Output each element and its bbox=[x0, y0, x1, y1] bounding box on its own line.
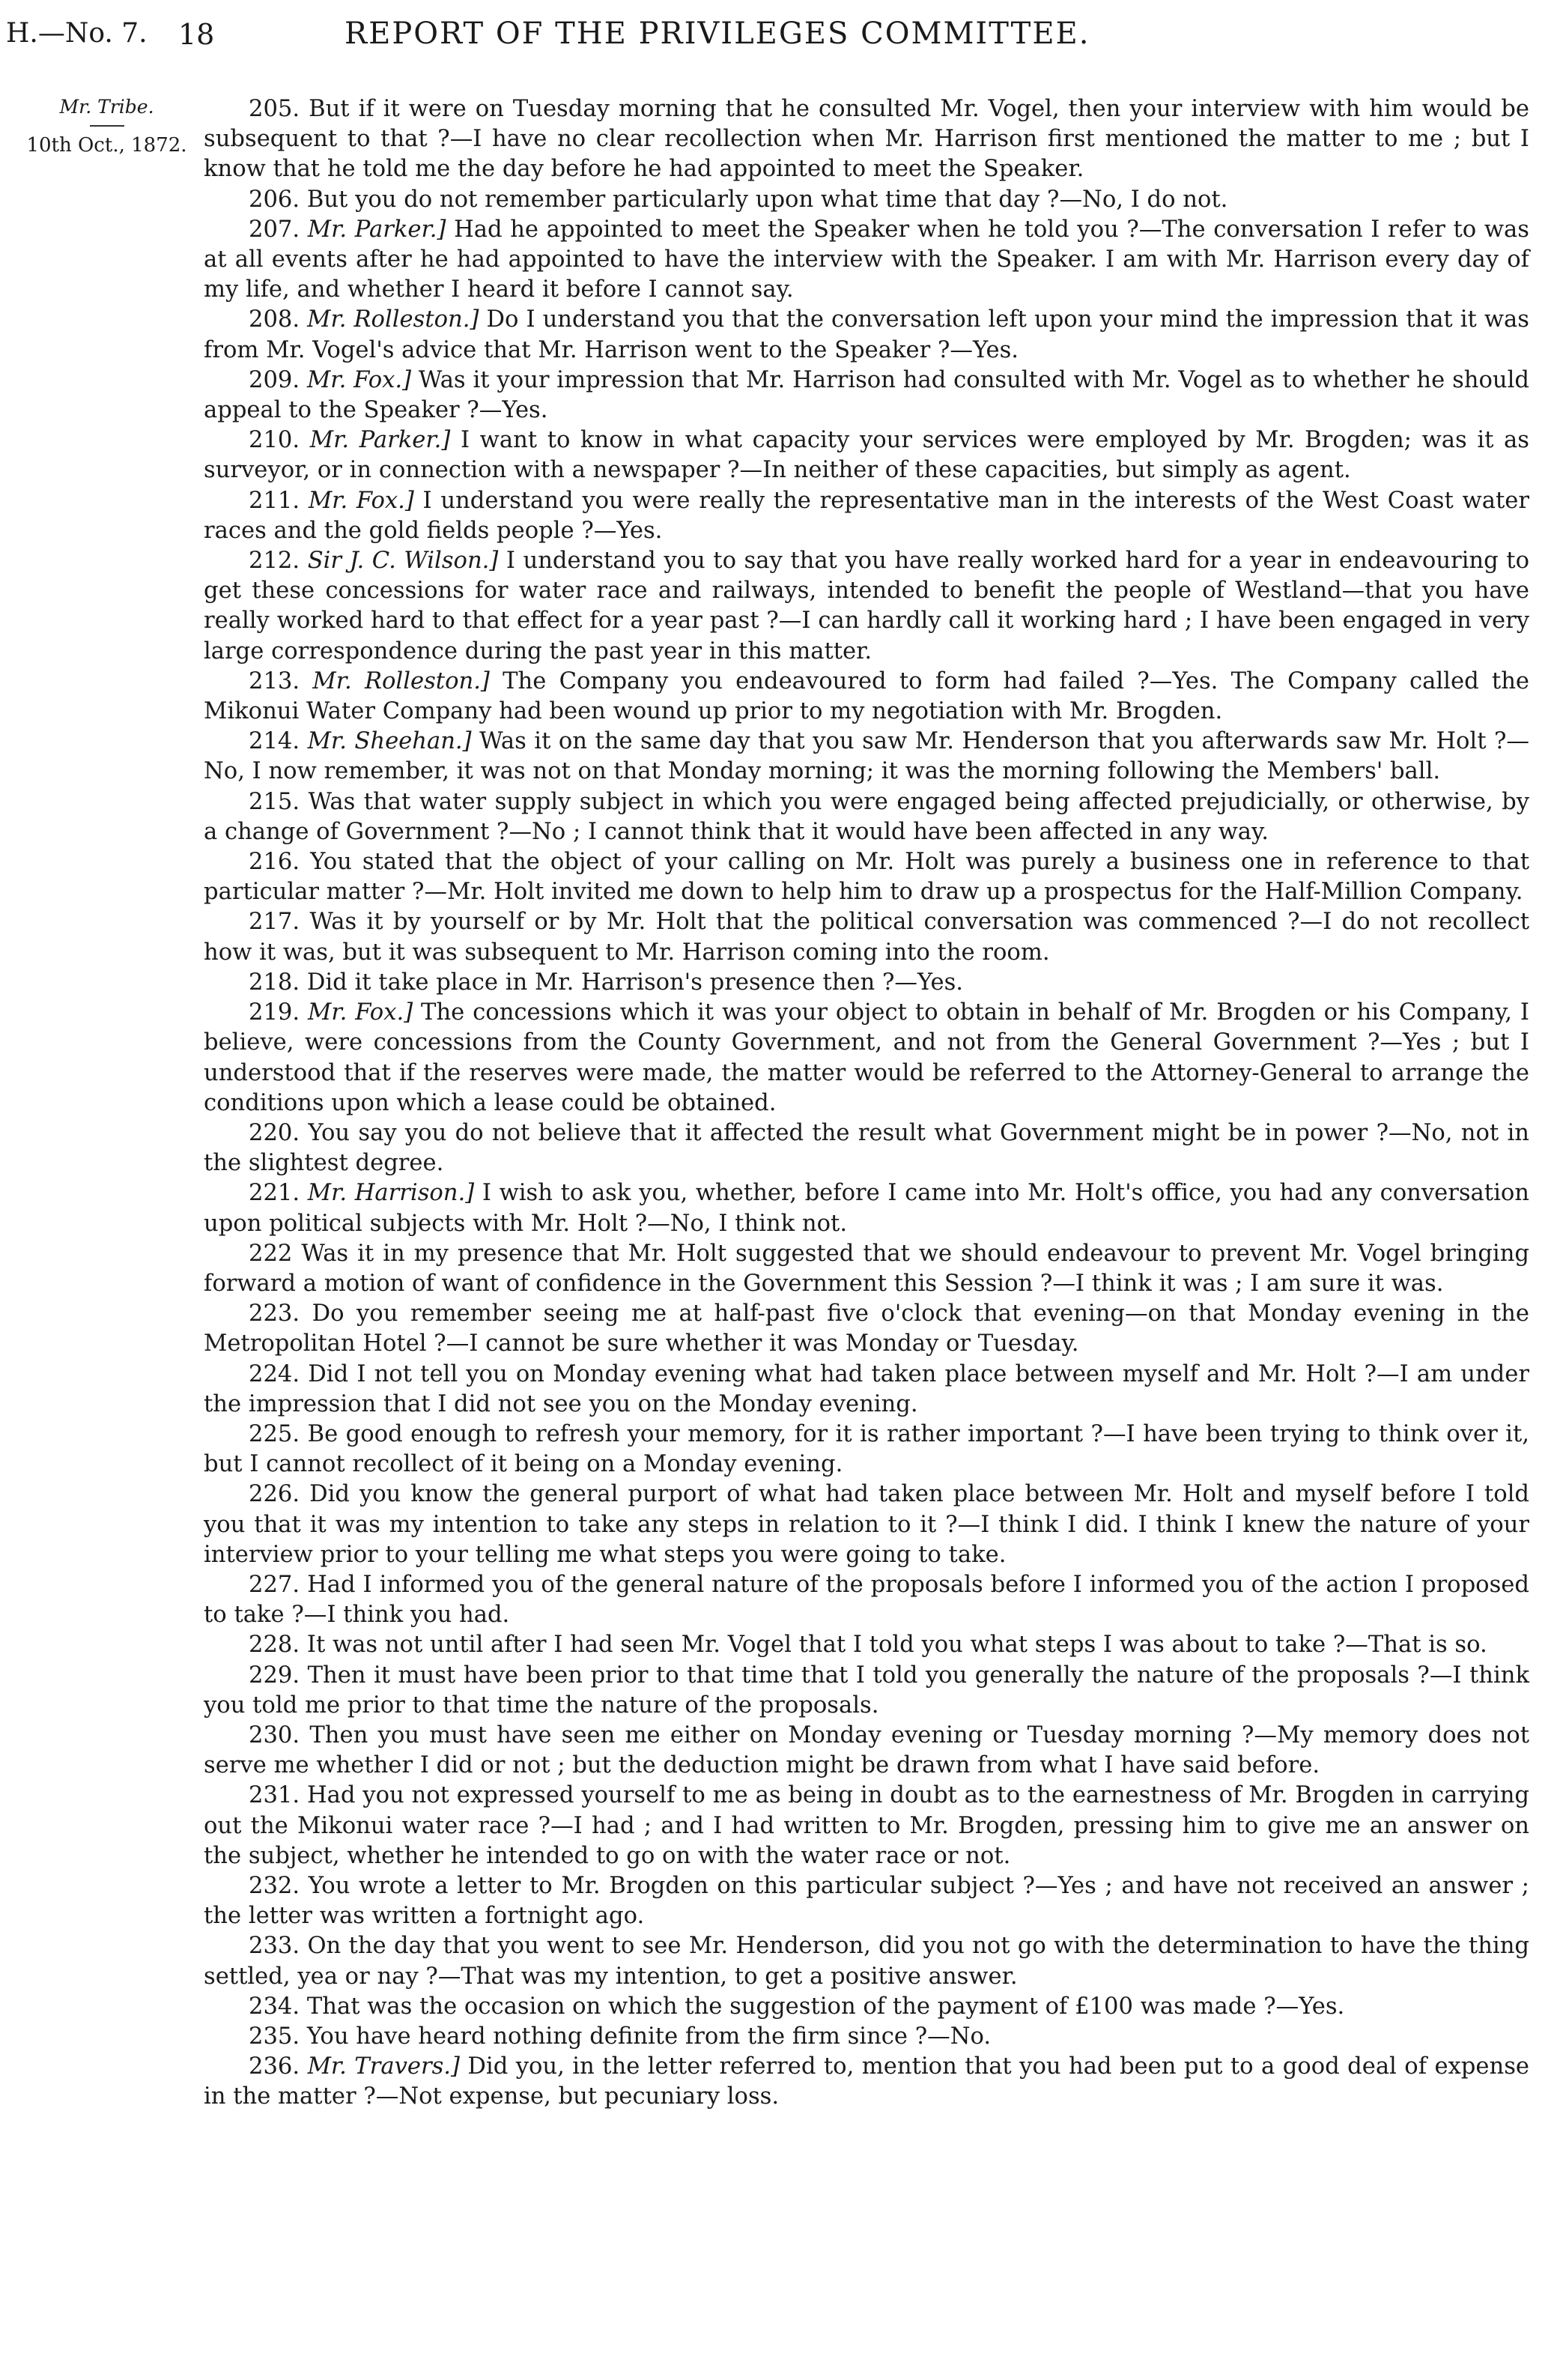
question-answer-text: The concessions which it was your object to obtain in behalf of Mr. Brogden or his Company, I believe, were concessions from the County Government, and not from the General Government ?—Yes ; but I understood that if the reserves were made, the matter would be referred to the Attorney-General to arrange the conditions upon which a lease could be obtained. bbox=[204, 999, 1529, 1116]
question-number: 208. bbox=[249, 306, 300, 333]
question-number: 213. bbox=[249, 667, 300, 694]
margin-note bbox=[0, 96, 213, 157]
question-answer-text: I understand you to say that you have really worked hard for a year in endeavouring to get these concessions for water race and railways, intended to benefit the people of Westland—that you have really worked hard to that effect for a year past ?—I can hardly call it working hard ; I have been engaged in very large correspondence during the past year in this matter. bbox=[204, 548, 1529, 664]
question-answer-text: Did you, in the letter referred to, mention that you had been put to a good deal of expense in the matter ?—Not expense, but pecuniary loss. bbox=[204, 2053, 1529, 2110]
question-answer-text: Was it your impression that Mr. Harrison had consulted with Mr. Vogel as to whether he should appeal to the Speaker ?—Yes. bbox=[204, 366, 1529, 424]
speaker-name: Mr. Fox.] bbox=[306, 366, 412, 393]
question-answer-text: I want to know in what capacity your services were employed by Mr. Brogden; was it as surveyor, or in connection with a newspaper ?—In neither of these capacities, but simply as agent. bbox=[204, 427, 1529, 484]
testimony-entry bbox=[204, 727, 1529, 787]
testimony-entry bbox=[204, 1570, 1529, 1630]
testimony-entry bbox=[204, 215, 1529, 306]
testimony-entry bbox=[204, 94, 1529, 185]
testimony-entry bbox=[204, 305, 1529, 365]
testimony-entry bbox=[204, 1992, 1529, 2022]
question-number: 212. bbox=[249, 548, 300, 575]
speaker-name: Mr. Harrison.] bbox=[307, 1180, 475, 1207]
question-answer-text: Do I understand you that the conversation left upon your mind the impression that it was from Mr. Vogel's advice that Mr. Harrison went to the Speaker ?—Yes. bbox=[204, 306, 1529, 363]
witness-name: Mr. Tribe. bbox=[59, 96, 154, 118]
testimony-entry bbox=[204, 1239, 1529, 1299]
speaker-name: Mr. Parker.] bbox=[309, 427, 451, 454]
page-number: 18 bbox=[178, 18, 215, 51]
question-number: 231. bbox=[249, 1782, 300, 1809]
question-answer-text: Had you not expressed yourself to me as being in doubt as to the earnestness of Mr. Brogden in carrying out the Mikonui water race ?—I had ; and I had written to Mr. Brogden, pressing him to give me an answer on the subject, whether he intended to go on with the water race or not. bbox=[204, 1782, 1529, 1869]
testimony-entry bbox=[204, 1420, 1529, 1480]
question-answer-text: Then it must have been prior to that time that I told you generally the nature of the proposals ?—I think you told me prior to that time the nature of the proposals. bbox=[204, 1662, 1529, 1719]
question-number: 209. bbox=[249, 366, 300, 393]
testimony-entry bbox=[204, 787, 1529, 847]
testimony-entry bbox=[204, 1931, 1529, 1991]
question-answer-text: But if it were on Tuesday morning that he consulted Mr. Vogel, then your interview with him would be subsequent to that ?—I have no clear recollection when Mr. Harrison first mentioned the matter to me ; but I know that he told me the day before he had appointed to meet the Speaker. bbox=[204, 96, 1529, 183]
question-answer-text: I understand you were really the representative man in the interests of the West Coast water races and the gold fields people ?—Yes. bbox=[204, 487, 1529, 544]
question-number: 223. bbox=[249, 1300, 300, 1327]
speaker-name: Mr. Rolleston.] bbox=[312, 667, 490, 694]
question-answer-text: Did I not tell you on Monday evening what had taken place between myself and Mr. Holt ?—I am under the impression that I did not see you on the Monday evening. bbox=[204, 1360, 1529, 1417]
question-number: 232. bbox=[249, 1872, 300, 1899]
speaker-name: Mr. Sheehan.] bbox=[307, 728, 472, 755]
speaker-name: Mr. Travers.] bbox=[307, 2053, 460, 2080]
question-number: 233. bbox=[249, 1933, 300, 1960]
testimony-entry bbox=[204, 1178, 1529, 1238]
question-number: 221. bbox=[249, 1180, 300, 1207]
question-number: 228. bbox=[249, 1632, 300, 1659]
question-number: 224. bbox=[249, 1360, 300, 1387]
testimony-entry bbox=[204, 1781, 1529, 1871]
question-answer-text: But you do not remember particularly upon what time that day ?—No, I do not. bbox=[306, 186, 1228, 213]
testimony-entry bbox=[204, 185, 1529, 215]
question-number: 219. bbox=[249, 999, 300, 1026]
question-answer-text: You wrote a letter to Mr. Brogden on this particular subject ?—Yes ; and have not received an answer ; the letter was written a fortnight ago. bbox=[204, 1872, 1529, 1930]
question-answer-text: On the day that you went to see Mr. Henderson, did you not go with the determination to have the thing settled, yea or nay ?—That was my intention, to get a positive answer. bbox=[204, 1933, 1529, 1990]
speaker-name: Mr. Fox.] bbox=[308, 487, 414, 514]
testimony-entry bbox=[204, 1871, 1529, 1931]
question-number: 210. bbox=[249, 427, 300, 454]
question-answer-text: Was it in my presence that Mr. Holt suggested that we should endeavour to prevent Mr. Vogel bringing forward a motion of want of confidence in the Government this Session ?—I think it was ; I am sure it was. bbox=[204, 1240, 1529, 1297]
hearing-date: 10th Oct., 1872. bbox=[26, 134, 187, 157]
testimony-entry bbox=[204, 426, 1529, 485]
testimony-entry bbox=[204, 968, 1529, 998]
testimony-entry bbox=[204, 1480, 1529, 1570]
question-number: 236. bbox=[249, 2053, 300, 2080]
page-header bbox=[0, 10, 1566, 63]
question-answer-text: Then you must have seen me either on Monday evening or Tuesday morning ?—My memory does not serve me whether I did or not ; but the deduction might be drawn from what I have said before. bbox=[204, 1722, 1529, 1779]
document-number: H.—No. 7. bbox=[6, 18, 148, 49]
question-number: 205. bbox=[249, 96, 300, 122]
question-answer-text: The Company you endeavoured to form had failed ?—Yes. The Company called the Mikonui Water Company had been wound up prior to my negotiation with Mr. Brogden. bbox=[204, 667, 1530, 725]
report-title: REPORT OF THE PRIVILEGES COMMITTEE. bbox=[345, 16, 1090, 51]
testimony-entry bbox=[204, 667, 1529, 727]
question-number: 226. bbox=[249, 1481, 300, 1508]
testimony-entry bbox=[204, 1630, 1529, 1660]
question-number: 214. bbox=[249, 728, 300, 755]
speaker-name: Sir J. C. Wilson.] bbox=[307, 548, 499, 575]
question-number: 217. bbox=[249, 909, 300, 936]
testimony-entry bbox=[204, 546, 1529, 667]
question-answer-text: I wish to ask you, whether, before I came into Mr. Holt's office, you had any conversation upon political subjects with Mr. Holt ?—No, I think not. bbox=[204, 1180, 1529, 1237]
question-number: 230. bbox=[249, 1722, 300, 1748]
testimony-body bbox=[204, 94, 1529, 2113]
question-number: 225. bbox=[249, 1420, 300, 1447]
question-answer-text: It was not until after I had seen Mr. Vogel that I told you what steps I was about to take ?—That is so. bbox=[306, 1632, 1487, 1659]
question-answer-text: You say you do not believe that it affected the result what Government might be in power ?—No, not in the slightest degree. bbox=[204, 1119, 1529, 1177]
question-number: 222 bbox=[249, 1240, 293, 1267]
question-answer-text: Was that water supply subject in which you were engaged being affected prejudicially, or otherwise, by a change of Government ?—No ; I cannot think that it would have been affected in any way. bbox=[204, 788, 1529, 845]
question-number: 220. bbox=[249, 1119, 300, 1146]
testimony-entry bbox=[204, 1118, 1529, 1178]
question-number: 211. bbox=[249, 487, 300, 514]
question-answer-text: That was the occasion on which the suggestion of the payment of £100 was made ?—Yes. bbox=[306, 1993, 1345, 2020]
question-answer-text: Had he appointed to meet the Speaker when he told you ?—The conversation I refer to was at all events after he had appointed to have the interview with the Speaker. I am with Mr. Harrison every day of my life, and whether I heard it before I cannot say. bbox=[204, 216, 1529, 303]
question-answer-text: Did it take place in Mr. Harrison's presence then ?—Yes. bbox=[306, 969, 964, 996]
question-answer-text: You have heard nothing definite from the firm since ?—No. bbox=[306, 2023, 992, 2050]
testimony-entry bbox=[204, 847, 1529, 907]
question-number: 207. bbox=[249, 216, 300, 243]
question-number: 227. bbox=[249, 1571, 300, 1598]
testimony-entry bbox=[204, 2022, 1529, 2052]
question-number: 235. bbox=[249, 2023, 300, 2050]
testimony-entry bbox=[204, 366, 1529, 426]
speaker-name: Mr. Fox.] bbox=[308, 999, 413, 1026]
testimony-entry bbox=[204, 486, 1529, 546]
testimony-entry bbox=[204, 2052, 1529, 2112]
question-number: 218. bbox=[249, 969, 300, 996]
question-number: 216. bbox=[249, 849, 300, 876]
speaker-name: Mr. Parker.] bbox=[307, 216, 446, 243]
question-answer-text: Had I informed you of the general nature of the proposals before I informed you of the action I proposed to take ?—I think you had. bbox=[204, 1571, 1529, 1629]
question-answer-text: Do you remember seeing me at half-past five o'clock that evening—on that Monday evening in the Metropolitan Hotel ?—I cannot be sure whether it was Monday or Tuesday. bbox=[204, 1300, 1529, 1357]
question-answer-text: Be good enough to refresh your memory, for it is rather important ?—I have been trying to think over it, but I cannot recollect of it being on a Monday evening. bbox=[204, 1420, 1529, 1478]
testimony-entry bbox=[204, 1299, 1529, 1359]
question-answer-text: You stated that the object of your calling on Mr. Holt was purely a business one in reference to that particular matter ?—Mr. Holt invited me down to help him to draw up a prospectus for the Half-Million Company. bbox=[204, 849, 1529, 906]
margin-rule bbox=[90, 125, 124, 127]
testimony-entry bbox=[204, 1360, 1529, 1420]
question-number: 234. bbox=[249, 1993, 300, 2020]
question-answer-text: Was it by yourself or by Mr. Holt that the political conversation was commenced ?—I do not recollect how it was, but it was subsequent to Mr. Harrison coming into the room. bbox=[204, 909, 1529, 966]
question-answer-text: Was it on the same day that you saw Mr. Henderson that you afterwards saw Mr. Holt ?—No, I now remember, it was not on that Monday morning; it was the morning following the Members' ball. bbox=[204, 728, 1529, 785]
speaker-name: Mr. Rolleston.] bbox=[307, 306, 479, 333]
testimony-entry bbox=[204, 1721, 1529, 1781]
testimony-entry bbox=[204, 907, 1529, 967]
testimony-entry bbox=[204, 998, 1529, 1118]
question-number: 215. bbox=[249, 788, 300, 815]
question-number: 229. bbox=[249, 1662, 300, 1689]
testimony-entry bbox=[204, 1661, 1529, 1721]
question-answer-text: Did you know the general purport of what had taken place between Mr. Holt and myself before I told you that it was my intention to take any steps in relation to it ?—I think I did. I think I knew the nature of your interview prior to your telling me what steps you were going to take. bbox=[204, 1481, 1529, 1568]
question-number: 206. bbox=[249, 186, 300, 213]
